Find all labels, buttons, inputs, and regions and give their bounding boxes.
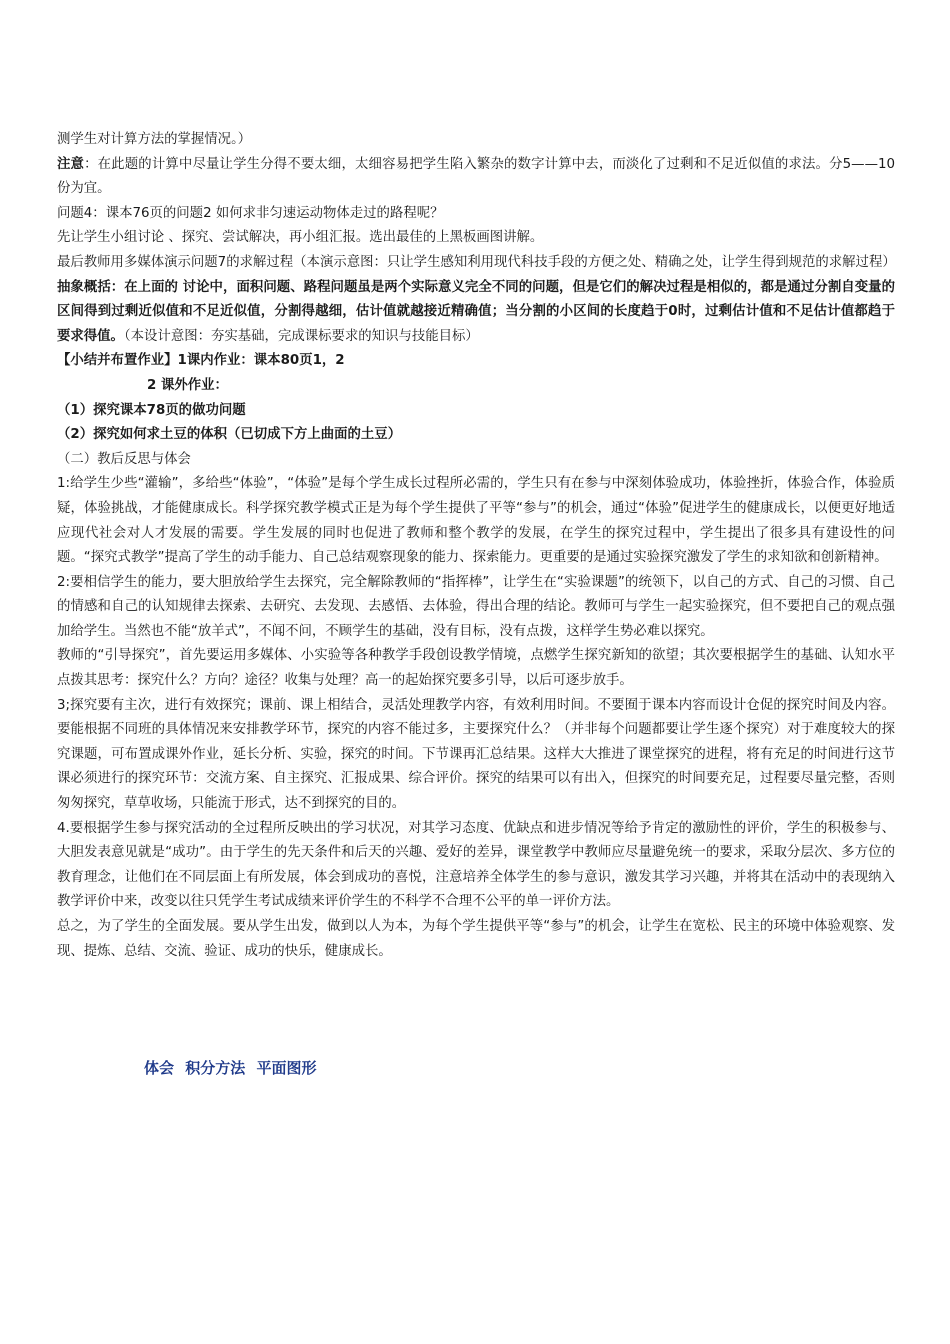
homework-item-2: （2）探究如何求土豆的体积（已切成下方上曲面的土豆）	[57, 427, 402, 443]
paragraph: 先让学生小组讨论 、探究、尝试解决，再小组汇报。选出最佳的上黑板画图讲解。	[57, 230, 544, 246]
abstract-summary	[57, 276, 895, 350]
section-heading: （二）教后反思与体会	[57, 451, 191, 467]
abstract-bold-text: 抽象概括：在上面的 讨论中，面积问题、路程问题虽是两个实际意义完全不同的问题，但是它们的解决过程是相似的，都是通过分割自变量的区间得到过剩近似值和不足近似值，分割得越细，估计值就越接近精确值；当分割的小区间的长度趋于0时，过剩估计值和不足估计值都趋于要求得值。	[57, 279, 895, 344]
homework-outside: 2 课外作业：	[147, 377, 228, 393]
tag-link[interactable]: 积分方法	[185, 1059, 246, 1077]
homework-item-1: （1）探究课本78页的做功问题	[57, 402, 246, 418]
paragraph: 最后教师用多媒体演示问题7的求解过程（本演示意图：只让学生感知利用现代科技手段的方便之处、精确之处，让学生得到规范的求解过程）	[57, 254, 896, 270]
reflection-4: 4.要根据学生参与探究活动的全过程所反映出的学习状况，对其学习态度、优缺点和进步情况等给予肯定的激励性的评价，学生的积极参与、大胆发表意见就是“成功”。由于学生的先天条件和后天的兴趣、爱好的差异，课堂教学中教师应尽量避免统一的要求，采取分层次、多方位的教育理念，让他们在不同层面上有所发展，体会到成功的喜悦，注意培养全体学生的参与意识，激发其学习兴趣，并将其在活动中的表现纳入教学评价中来，改变以往只凭学生考试成绩来评价学生的不科学不合理不公平的单一评价方法。	[57, 820, 895, 910]
reflection-3: 3;探究要有主次，进行有效探究；课前、课上相结合，灵活处理教学内容，有效利用时间。不要囿于课本内容而设计仓促的探究时间及内容。要能根据不同班的具体情况来安排教学环节，探究的内容不能过多，主要探究什么？（并非每个问题都要让学生逐个探究）对于难度较大的探究课题，可布置成课外作业，延长分析、实验，探究的时间。下节课再汇总结果。这样大大推进了课堂探究的进程，将有充足的时间进行这节课必须进行的探究环节：交流方案、自主探究、汇报成果、综合评价。探究的结果可以有出入，但探究的时间要充足，过程要尽量完整，否则匆匆探究，草草收场，只能流于形式，达不到探究的目的。	[57, 697, 895, 812]
reflection-2: 2:要相信学生的能力，要大胆放给学生去探究，完全解除教师的“指挥棒”，让学生在“实验课题”的统领下，以自己的方式、自己的习惯、自己的情感和自己的认知规律去探索、去研究、去发现、去感悟、去体验，得出合理的结论。教师可与学生一起实验探究，但不要把自己的观点强加给学生。当然也不能“放羊式”，不闻不问，不顾学生的基础，没有目标，没有点拨，这样学生势必难以探究。	[57, 574, 895, 639]
tag-link[interactable]: 体会	[144, 1059, 175, 1077]
note-paragraph	[57, 153, 895, 202]
note-text: ：在此题的计算中尽量让学生分得不要太细，太细容易把学生陷入繁杂的数字计算中去，而淡化了过剩和不足近似值的求法。分5——10份为宜。	[57, 156, 895, 197]
paragraph: 问题4：课本76页的问题2 如何求非匀速运动物体走过的路程呢？	[57, 205, 444, 221]
keyword-tags	[144, 1057, 323, 1078]
homework-heading: 【小结并布置作业】1课内作业：课本80页1，2	[57, 353, 345, 369]
paragraph: 测学生对计算方法的掌握情况。）	[57, 132, 252, 147]
document-body	[57, 128, 895, 964]
design-intent-text: （本设计意图：夯实基础，完成课标要求的知识与技能目标）	[123, 328, 479, 344]
reflection-1: 1:给学生少些“灌输”，多给些“体验”，“体验”是每个学生成长过程所必需的，学生只有在参与中深刻体验成功，体验挫折，体验合作，体验质疑，体验挑战，才能健康成长。科学探究教学模式正是为每个学生提供了平等“参与”的机会，通过“体验”促进学生的健康成长，以便更好地适应现代社会对人才发展的需要。学生发展的同时也促进了教师和整个教学的发展，在学生的探究过程中，学生提出了很多具有建设性的问题。“探究式教学”提高了学生的动手能力、自己总结观察现象的能力、探索能力。更重要的是通过实验探究激发了学生的求知欲和创新精神。	[57, 476, 895, 566]
reflection-2b: 教师的“引导探究”，首先要运用多媒体、小实验等各种教学手段创设教学情境，点燃学生探究新知的欲望；其次要根据学生的基础、认知水平点拨其思考：探究什么？方向？途径？收集与处理？高一的起始探究要多引导，以后可逐步放手。	[57, 648, 895, 689]
conclusion: 总之，为了学生的全面发展。要从学生出发，做到以人为本，为每个学生提供平等“参与”的机会，让学生在宽松、民主的环境中体验观察、发现、提炼、总结、交流、验证、成功的快乐，健康成长。	[57, 919, 895, 959]
note-label: 注意	[57, 156, 85, 172]
tag-link[interactable]: 平面图形	[256, 1059, 317, 1077]
